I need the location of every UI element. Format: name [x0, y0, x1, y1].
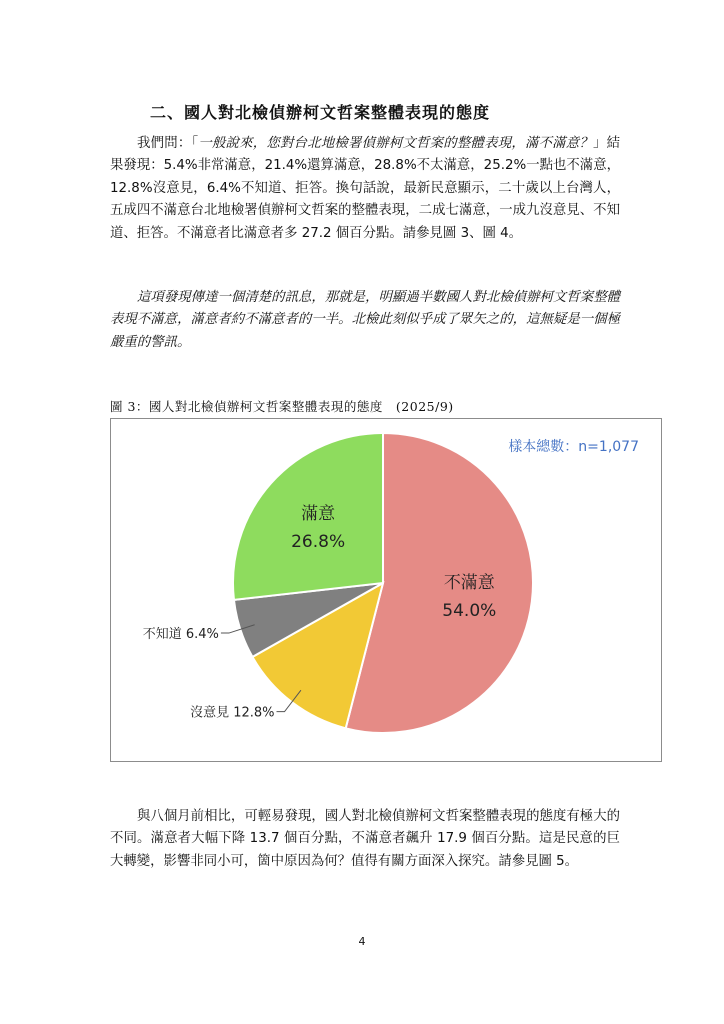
slice-label: 沒意見 12.8% — [190, 705, 275, 721]
para3-text: 與八個月前相比，可輕易發現，國人對北檢偵辦柯文哲案整體表現的態度有極大的不同。滿意者大幅下降 13.7 個百分點，不滿意者飆升 17.9 個百分點。這是民意的巨大轉變，影響非同小可，箇中原因為何？值得有關方面深入探究。請參見圖 5。 — [110, 809, 620, 869]
slice-label: 不滿意 — [443, 572, 495, 593]
slice-label: 不知道 6.4% — [142, 627, 219, 643]
slice-value-label: 54.0% — [442, 600, 497, 621]
slice-value-label: 26.8% — [291, 532, 346, 553]
para1-body: 結果發現：5.4%非常滿意，21.4%還算滿意，28.8%不太滿意，25.2%一點也不滿意，12.8%沒意見，6.4%不知道、拒答。換句話說，最新民意顯示，二十歲以上台灣人，五成四不滿意台北地檢署偵辦柯文哲案的整體表現，二成七滿意，一成九沒意見、不知道、拒答。不滿意者比滿意者多 27.2 個百分點。請參見圖 3、圖 4。 — [110, 136, 620, 241]
section-title: 二、國人對北檢偵辦柯文哲案整體表現的態度 — [150, 103, 491, 122]
chart-frame — [110, 418, 662, 762]
paragraph-1 — [110, 133, 620, 245]
paragraph-3 — [110, 806, 620, 873]
sample-size-label: 樣本總數：n=1,077 — [508, 439, 639, 455]
survey-question: 一般說來，您對台北地檢署偵辦柯文哲案的整體表現，滿不滿意？ — [198, 136, 593, 151]
paragraph-2 — [110, 287, 620, 354]
para1-close: 」 — [593, 136, 607, 151]
page-number: 4 — [358, 935, 366, 948]
pie-chart — [111, 419, 661, 761]
figure-caption: 圖 3：國人對北檢偵辦柯文哲案整體表現的態度 (2025/9) — [110, 399, 454, 414]
para2-text: 這項發現傳達一個清楚的訊息，那就是，明顯過半數國人對北檢偵辦柯文哲案整體表現不滿意，滿意者約不滿意者的一半。北檢此刻似乎成了眾矢之的，這無疑是一個極嚴重的警訊。 — [110, 290, 620, 350]
para1-lead: 我們問：「 — [137, 136, 199, 151]
slice-label: 滿意 — [301, 504, 336, 525]
